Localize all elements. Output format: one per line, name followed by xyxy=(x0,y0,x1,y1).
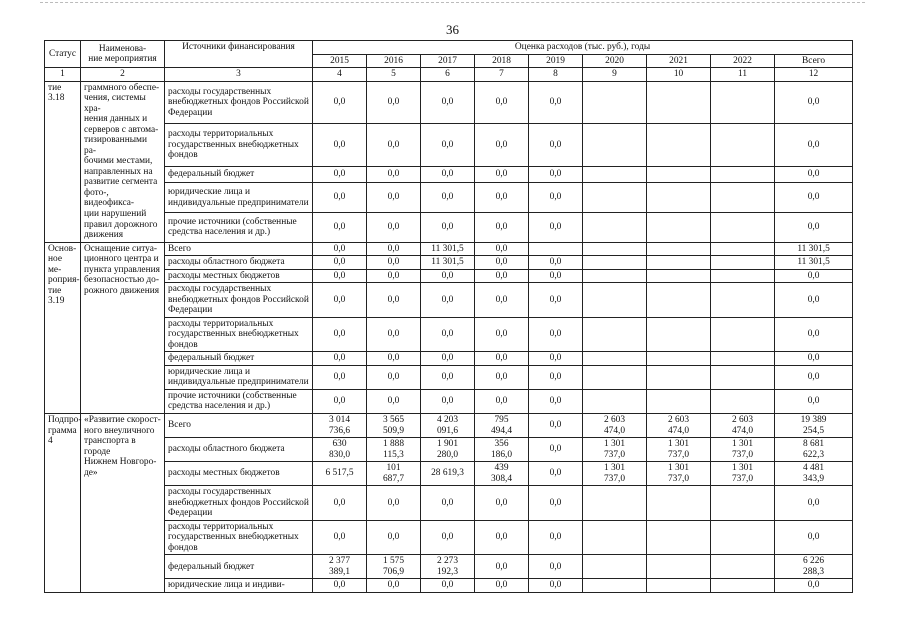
value-cell: 0,0 xyxy=(421,269,475,283)
value-cell: 0,0 xyxy=(421,124,475,167)
column-number: 10 xyxy=(647,68,711,82)
value-cell: 0,0 xyxy=(529,520,583,555)
value-cell: 0,0 xyxy=(367,183,421,213)
value-cell: 0,0 xyxy=(475,124,529,167)
value-cell xyxy=(583,389,647,413)
value-cell: 0,0 xyxy=(313,579,367,593)
value-cell xyxy=(647,242,711,256)
value-cell: 2 377 389,1 xyxy=(313,555,367,579)
value-cell xyxy=(647,365,711,389)
value-cell: 0,0 xyxy=(775,81,853,124)
value-cell: 0,0 xyxy=(775,269,853,283)
value-cell: 0,0 xyxy=(475,183,529,213)
value-cell: 0,0 xyxy=(367,520,421,555)
value-cell: 0,0 xyxy=(529,414,583,438)
value-cell: 0,0 xyxy=(529,579,583,593)
value-cell: 8 681 622,3 xyxy=(775,438,853,462)
value-cell: 0,0 xyxy=(775,486,853,521)
value-cell xyxy=(583,555,647,579)
value-cell: 0,0 xyxy=(475,317,529,352)
value-cell: 0,0 xyxy=(775,124,853,167)
funding-source-cell: Всего xyxy=(165,414,313,438)
value-cell: 11 301,5 xyxy=(421,242,475,256)
value-cell: 0,0 xyxy=(529,269,583,283)
value-cell: 0,0 xyxy=(775,520,853,555)
column-number: 11 xyxy=(711,68,775,82)
value-cell: 0,0 xyxy=(313,365,367,389)
value-cell: 101 687,7 xyxy=(367,462,421,486)
value-cell: 630 830,0 xyxy=(313,438,367,462)
value-cell xyxy=(647,486,711,521)
value-cell: 0,0 xyxy=(529,555,583,579)
value-cell: 0,0 xyxy=(313,317,367,352)
value-cell xyxy=(583,269,647,283)
value-cell xyxy=(583,212,647,242)
value-cell: 3 014 736,6 xyxy=(313,414,367,438)
table-row xyxy=(45,166,853,183)
table-row xyxy=(45,486,853,521)
funding-source-cell: расходы территориальных государственных внебюджетных фондов xyxy=(165,124,313,167)
value-cell xyxy=(583,256,647,270)
funding-source-cell: расходы областного бюджета xyxy=(165,256,313,270)
value-cell: 0,0 xyxy=(367,352,421,366)
funding-source-cell: Всего xyxy=(165,242,313,256)
value-cell xyxy=(583,166,647,183)
year-header: 2015 xyxy=(313,54,367,68)
value-cell: 1 888 115,3 xyxy=(367,438,421,462)
measure-name-cell: «Развитие скорост- ного внеуличного транспорта в городе Нижнем Новгоро- де» xyxy=(81,414,165,593)
year-header: Всего xyxy=(775,54,853,68)
table-row xyxy=(45,124,853,167)
table-row xyxy=(45,389,853,413)
value-cell: 439 308,4 xyxy=(475,462,529,486)
column-number: 3 xyxy=(165,68,313,82)
value-cell: 0,0 xyxy=(775,317,853,352)
value-cell: 0,0 xyxy=(475,486,529,521)
value-cell: 0,0 xyxy=(421,352,475,366)
table-row xyxy=(45,283,853,318)
funding-source-cell: расходы местных бюджетов xyxy=(165,269,313,283)
value-cell: 11 301,5 xyxy=(775,242,853,256)
value-cell: 1 301 737,0 xyxy=(711,462,775,486)
table-row xyxy=(45,256,853,270)
value-cell: 2 273 192,3 xyxy=(421,555,475,579)
value-cell: 0,0 xyxy=(367,365,421,389)
value-cell xyxy=(583,365,647,389)
value-cell xyxy=(647,183,711,213)
column-number: 4 xyxy=(313,68,367,82)
value-cell: 0,0 xyxy=(775,365,853,389)
value-cell: 0,0 xyxy=(529,462,583,486)
value-cell xyxy=(583,283,647,318)
value-cell: 0,0 xyxy=(367,317,421,352)
value-cell: 0,0 xyxy=(313,352,367,366)
value-cell: 1 301 737,0 xyxy=(583,462,647,486)
value-cell: 0,0 xyxy=(313,389,367,413)
value-cell: 0,0 xyxy=(775,389,853,413)
value-cell xyxy=(647,269,711,283)
value-cell: 2 603 474,0 xyxy=(711,414,775,438)
column-number: 9 xyxy=(583,68,647,82)
value-cell: 0,0 xyxy=(421,365,475,389)
value-cell: 0,0 xyxy=(421,212,475,242)
value-cell xyxy=(711,183,775,213)
value-cell: 0,0 xyxy=(775,579,853,593)
funding-source-cell: расходы государственных внебюджетных фондов Российской Федерации xyxy=(165,486,313,521)
value-cell: 0,0 xyxy=(421,520,475,555)
year-header: 2022 xyxy=(711,54,775,68)
funding-source-cell: расходы территориальных государственных внебюджетных фондов xyxy=(165,317,313,352)
value-cell: 0,0 xyxy=(529,283,583,318)
value-cell xyxy=(711,124,775,167)
value-cell xyxy=(583,486,647,521)
value-cell xyxy=(583,520,647,555)
value-cell xyxy=(711,520,775,555)
value-cell xyxy=(647,555,711,579)
value-cell: 0,0 xyxy=(421,317,475,352)
funding-source-cell: юридические лица и индивидуальные предприниматели xyxy=(165,365,313,389)
value-cell: 0,0 xyxy=(775,352,853,366)
value-cell: 0,0 xyxy=(367,212,421,242)
column-number: 7 xyxy=(475,68,529,82)
year-header: 2021 xyxy=(647,54,711,68)
funding-source-cell: расходы государственных внебюджетных фондов Российской Федерации xyxy=(165,283,313,318)
value-cell xyxy=(711,365,775,389)
funding-source-cell: федеральный бюджет xyxy=(165,166,313,183)
value-cell xyxy=(583,124,647,167)
status-cell: Основ- ное ме- роприя- тие 3.19 xyxy=(45,242,81,413)
table-row xyxy=(45,81,853,124)
value-cell xyxy=(647,352,711,366)
value-cell: 1 301 737,0 xyxy=(711,438,775,462)
value-cell: 0,0 xyxy=(421,389,475,413)
value-cell xyxy=(583,183,647,213)
value-cell: 0,0 xyxy=(775,183,853,213)
value-cell: 0,0 xyxy=(367,81,421,124)
value-cell xyxy=(711,166,775,183)
page-top-rule xyxy=(40,2,865,3)
value-cell: 0,0 xyxy=(367,124,421,167)
value-cell xyxy=(711,317,775,352)
year-header: 2020 xyxy=(583,54,647,68)
sources-header: Источники финансирования xyxy=(165,41,313,68)
value-cell xyxy=(711,269,775,283)
value-cell: 0,0 xyxy=(475,389,529,413)
value-cell: 0,0 xyxy=(529,183,583,213)
funding-source-cell: прочие источники (собственные средства населения и др.) xyxy=(165,389,313,413)
funding-source-cell: расходы территориальных государственных внебюджетных фондов xyxy=(165,520,313,555)
year-header: 2017 xyxy=(421,54,475,68)
value-cell xyxy=(583,317,647,352)
funding-source-cell: расходы местных бюджетов xyxy=(165,462,313,486)
status-header: Статус xyxy=(45,41,81,68)
value-cell: 0,0 xyxy=(775,283,853,318)
value-cell: 28 619,3 xyxy=(421,462,475,486)
value-cell xyxy=(711,389,775,413)
value-cell xyxy=(583,352,647,366)
value-cell: 11 301,5 xyxy=(775,256,853,270)
value-cell: 0,0 xyxy=(367,166,421,183)
value-cell: 0,0 xyxy=(313,166,367,183)
value-cell: 3 565 509,9 xyxy=(367,414,421,438)
value-cell: 0,0 xyxy=(313,486,367,521)
table-row xyxy=(45,414,853,438)
value-cell: 0,0 xyxy=(421,81,475,124)
value-cell: 0,0 xyxy=(475,520,529,555)
value-cell xyxy=(529,242,583,256)
value-cell xyxy=(711,555,775,579)
funding-source-cell: юридические лица и индивидуальные предприниматели xyxy=(165,183,313,213)
value-cell: 0,0 xyxy=(529,352,583,366)
value-cell xyxy=(711,256,775,270)
column-number: 1 xyxy=(45,68,81,82)
value-cell: 0,0 xyxy=(313,81,367,124)
table-row xyxy=(45,212,853,242)
value-cell: 4 481 343,9 xyxy=(775,462,853,486)
value-cell: 0,0 xyxy=(775,212,853,242)
funding-source-cell: юридические лица и индиви- xyxy=(165,579,313,593)
funding-source-cell: прочие источники (собственные средства населения и др.) xyxy=(165,212,313,242)
value-cell: 0,0 xyxy=(313,283,367,318)
value-cell xyxy=(647,256,711,270)
value-cell: 0,0 xyxy=(421,283,475,318)
funding-source-cell: расходы областного бюджета xyxy=(165,438,313,462)
year-header: 2018 xyxy=(475,54,529,68)
table-row xyxy=(45,579,853,593)
value-cell: 1 301 737,0 xyxy=(647,462,711,486)
value-cell: 0,0 xyxy=(367,579,421,593)
status-cell: тие 3.18 xyxy=(45,81,81,242)
value-cell: 0,0 xyxy=(529,166,583,183)
value-cell: 0,0 xyxy=(529,317,583,352)
value-cell: 4 203 091,6 xyxy=(421,414,475,438)
value-cell: 0,0 xyxy=(313,183,367,213)
value-cell xyxy=(647,81,711,124)
value-cell: 0,0 xyxy=(367,389,421,413)
table-row xyxy=(45,462,853,486)
value-cell: 11 301,5 xyxy=(421,256,475,270)
estimate-header: Оценка расходов (тыс. руб.), годы xyxy=(313,41,853,55)
value-cell: 0,0 xyxy=(475,365,529,389)
value-cell: 0,0 xyxy=(475,242,529,256)
value-cell: 0,0 xyxy=(313,124,367,167)
value-cell: 0,0 xyxy=(421,166,475,183)
value-cell: 1 301 737,0 xyxy=(583,438,647,462)
value-cell: 0,0 xyxy=(475,579,529,593)
value-cell: 0,0 xyxy=(529,256,583,270)
column-number-row xyxy=(45,68,853,82)
column-number: 12 xyxy=(775,68,853,82)
value-cell: 0,0 xyxy=(475,166,529,183)
value-cell: 0,0 xyxy=(313,212,367,242)
value-cell: 0,0 xyxy=(421,486,475,521)
status-cell: Подпро- грамма 4 xyxy=(45,414,81,593)
table-row xyxy=(45,242,853,256)
column-number: 5 xyxy=(367,68,421,82)
value-cell: 0,0 xyxy=(475,269,529,283)
value-cell: 0,0 xyxy=(529,486,583,521)
value-cell: 1 575 706,9 xyxy=(367,555,421,579)
value-cell xyxy=(647,579,711,593)
value-cell xyxy=(647,124,711,167)
page-number: 36 xyxy=(446,22,459,37)
value-cell xyxy=(647,520,711,555)
value-cell: 795 494,4 xyxy=(475,414,529,438)
value-cell xyxy=(583,579,647,593)
financing-table xyxy=(44,40,853,593)
value-cell: 0,0 xyxy=(475,212,529,242)
value-cell xyxy=(711,352,775,366)
value-cell xyxy=(583,242,647,256)
name-header: Наименова- ние мероприятия xyxy=(81,41,165,68)
table-row xyxy=(45,317,853,352)
funding-source-cell: федеральный бюджет xyxy=(165,352,313,366)
value-cell xyxy=(647,317,711,352)
value-cell: 0,0 xyxy=(421,183,475,213)
value-cell: 356 186,0 xyxy=(475,438,529,462)
value-cell: 0,0 xyxy=(367,242,421,256)
value-cell: 2 603 474,0 xyxy=(583,414,647,438)
measure-name-cell: Оснащение ситуа- ционного центра и пункта управления безопасностью до- рожного движения xyxy=(81,242,165,413)
value-cell: 0,0 xyxy=(475,555,529,579)
column-number: 8 xyxy=(529,68,583,82)
value-cell: 0,0 xyxy=(529,389,583,413)
measure-name-cell: граммного обеспе- чения, системы хра- нения данных и серверов с автома- тизированными ра- бочими местами, направленных на развитие сегмента фото-, видеофикса- ции нарушений правил дорожного движения xyxy=(81,81,165,242)
value-cell: 0,0 xyxy=(313,520,367,555)
value-cell xyxy=(711,579,775,593)
value-cell: 0,0 xyxy=(367,486,421,521)
column-number: 2 xyxy=(81,68,165,82)
value-cell: 0,0 xyxy=(421,579,475,593)
value-cell: 0,0 xyxy=(529,365,583,389)
value-cell: 6 517,5 xyxy=(313,462,367,486)
table-row xyxy=(45,183,853,213)
value-cell: 0,0 xyxy=(529,438,583,462)
value-cell: 0,0 xyxy=(313,256,367,270)
header-row xyxy=(45,41,853,55)
value-cell xyxy=(711,283,775,318)
value-cell xyxy=(711,242,775,256)
value-cell: 0,0 xyxy=(367,283,421,318)
value-cell: 2 603 474,0 xyxy=(647,414,711,438)
value-cell xyxy=(711,81,775,124)
table-row xyxy=(45,555,853,579)
value-cell xyxy=(647,166,711,183)
value-cell: 0,0 xyxy=(529,81,583,124)
value-cell: 0,0 xyxy=(529,212,583,242)
table-row xyxy=(45,352,853,366)
value-cell: 0,0 xyxy=(367,269,421,283)
value-cell: 19 389 254,5 xyxy=(775,414,853,438)
funding-source-cell: расходы государственных внебюджетных фондов Российской Федерации xyxy=(165,81,313,124)
table-row xyxy=(45,438,853,462)
year-header: 2019 xyxy=(529,54,583,68)
value-cell xyxy=(647,212,711,242)
value-cell xyxy=(583,81,647,124)
value-cell: 0,0 xyxy=(313,269,367,283)
column-number: 6 xyxy=(421,68,475,82)
value-cell: 0,0 xyxy=(775,166,853,183)
value-cell xyxy=(711,212,775,242)
value-cell: 1 301 737,0 xyxy=(647,438,711,462)
value-cell xyxy=(647,283,711,318)
value-cell xyxy=(647,389,711,413)
value-cell: 1 901 280,0 xyxy=(421,438,475,462)
table-row xyxy=(45,365,853,389)
value-cell: 0,0 xyxy=(475,283,529,318)
value-cell: 0,0 xyxy=(475,352,529,366)
table-row xyxy=(45,520,853,555)
value-cell: 0,0 xyxy=(475,81,529,124)
year-header: 2016 xyxy=(367,54,421,68)
value-cell xyxy=(711,486,775,521)
value-cell: 0,0 xyxy=(475,256,529,270)
table-row xyxy=(45,269,853,283)
value-cell: 6 226 288,3 xyxy=(775,555,853,579)
value-cell: 0,0 xyxy=(313,242,367,256)
value-cell: 0,0 xyxy=(367,256,421,270)
funding-source-cell: федеральный бюджет xyxy=(165,555,313,579)
value-cell: 0,0 xyxy=(529,124,583,167)
